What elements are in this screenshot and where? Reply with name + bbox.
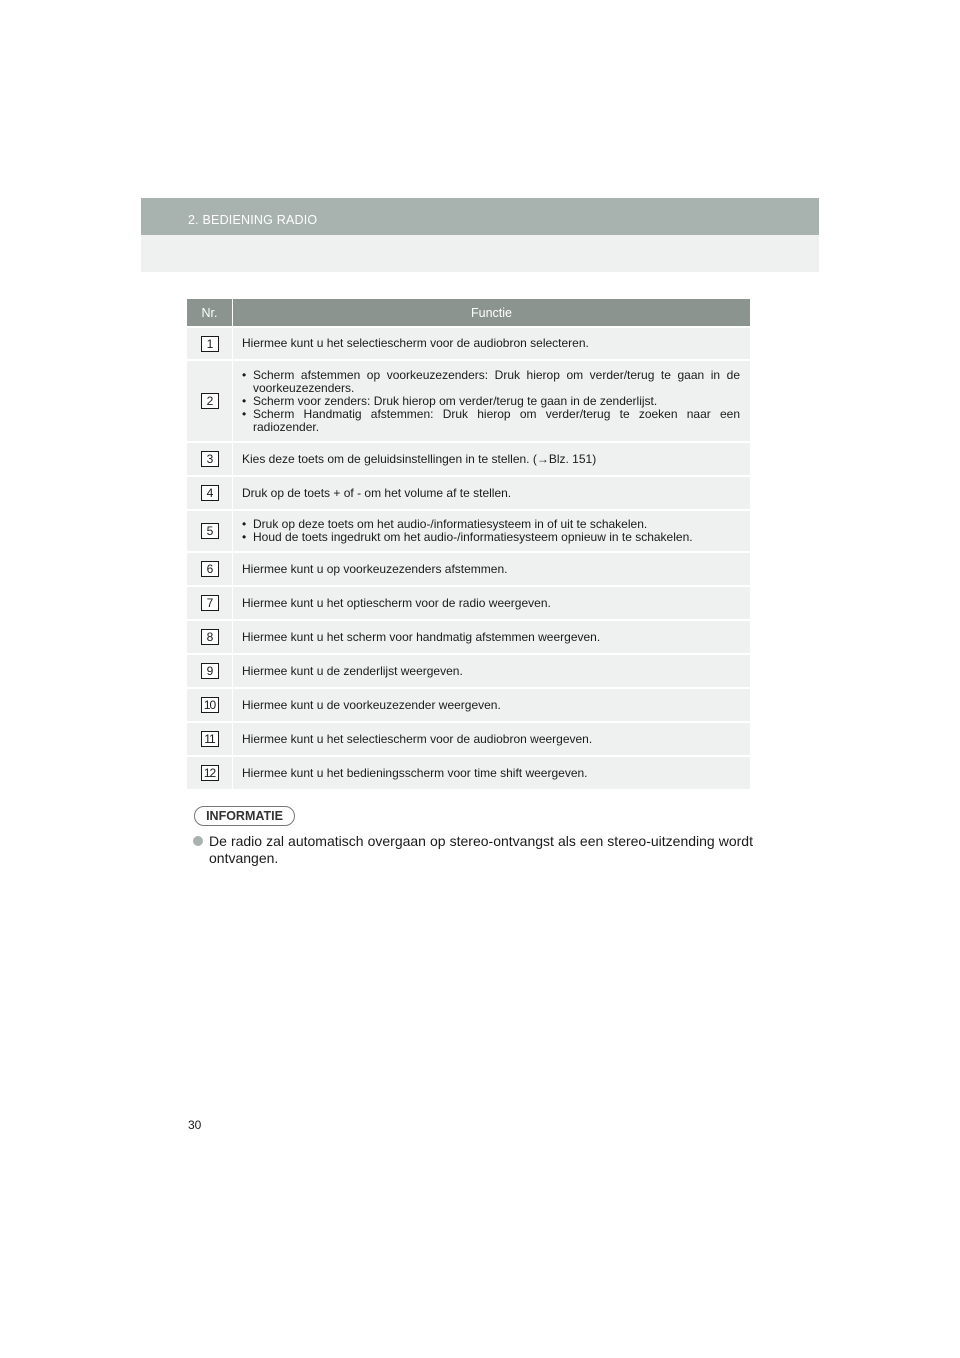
table-row bbox=[187, 653, 750, 687]
table-row bbox=[187, 585, 750, 619]
chapter-header bbox=[141, 198, 819, 235]
table-row bbox=[187, 441, 750, 475]
bullet-icon: • bbox=[242, 530, 247, 544]
bullet-icon: • bbox=[242, 393, 247, 408]
bullet-dot-icon bbox=[193, 836, 203, 846]
row-number-cell bbox=[187, 587, 233, 619]
information-note bbox=[193, 833, 753, 867]
row-number: 1 bbox=[201, 336, 219, 352]
function-text: Hiermee kunt u het selectiescherm voor de audiobron selecteren. bbox=[242, 336, 589, 350]
row-number: 10 bbox=[201, 697, 219, 713]
function-text: Hiermee kunt u de zenderlijst weergeven. bbox=[242, 663, 463, 678]
row-function-cell bbox=[233, 553, 750, 585]
bullet-icon: • bbox=[242, 406, 247, 421]
bullet-text: Houd de toets ingedrukt om het audio-/informatiesysteem opnieuw in te schakelen. bbox=[253, 530, 693, 544]
bullet-item bbox=[242, 531, 740, 544]
bullet-icon: • bbox=[242, 517, 247, 531]
row-number-cell bbox=[187, 328, 233, 359]
function-text: Hiermee kunt u het selectiescherm voor de audiobron weergeven. bbox=[242, 731, 593, 746]
function-text: Druk op de toets + of - om het volume af te stellen. bbox=[242, 485, 512, 500]
bullet-item bbox=[242, 408, 740, 434]
column-header-function: Functie bbox=[471, 305, 512, 320]
function-text: Hiermee kunt u het optiescherm voor de radio weergeven. bbox=[242, 595, 551, 610]
table-row bbox=[187, 475, 750, 509]
bullet-item bbox=[242, 369, 740, 395]
row-number: 2 bbox=[201, 393, 219, 409]
row-number-cell bbox=[187, 511, 233, 551]
table-row bbox=[187, 619, 750, 653]
row-number-cell bbox=[187, 477, 233, 509]
row-number-cell bbox=[187, 689, 233, 721]
row-function-cell bbox=[233, 328, 750, 359]
table-row bbox=[187, 509, 750, 551]
bullet-text: Druk op deze toets om het audio-/informatiesysteem in of uit te schakelen. bbox=[253, 517, 648, 531]
information-badge: INFORMATIE bbox=[194, 806, 295, 826]
row-number-cell bbox=[187, 621, 233, 653]
row-function-cell bbox=[233, 621, 750, 653]
bullet-text: Scherm voor zenders: Druk hierop om verder/terug te gaan in de zenderlijst. bbox=[253, 393, 658, 408]
function-text: Hiermee kunt u op voorkeuzezenders afstemmen. bbox=[242, 561, 508, 576]
column-header-no: Nr. bbox=[187, 299, 233, 326]
row-function-cell bbox=[233, 723, 750, 755]
row-number-cell bbox=[187, 361, 233, 441]
row-number: 4 bbox=[201, 485, 219, 501]
header-subband bbox=[141, 235, 819, 272]
function-text: Hiermee kunt u de voorkeuzezender weergeven. bbox=[242, 697, 501, 712]
row-function-cell bbox=[233, 757, 750, 789]
row-number-cell bbox=[187, 757, 233, 789]
table-row bbox=[187, 359, 750, 441]
bullet-text: Scherm Handmatig afstemmen: Druk hierop om verder/terug te zoeken naar een radiozender. bbox=[253, 406, 740, 434]
row-function-cell bbox=[233, 689, 750, 721]
row-function-cell bbox=[233, 443, 750, 475]
page-number: 30 bbox=[188, 1118, 202, 1132]
row-number: 12 bbox=[201, 765, 219, 781]
row-function-cell bbox=[233, 511, 750, 551]
function-text: Kies deze toets om de geluidsinstellingen in te stellen. (→Blz. 151) bbox=[242, 451, 597, 466]
row-function-cell bbox=[233, 361, 750, 441]
row-number: 5 bbox=[201, 523, 219, 539]
row-number: 8 bbox=[201, 629, 219, 645]
row-function-cell bbox=[233, 655, 750, 687]
function-text: Hiermee kunt u het scherm voor handmatig afstemmen weergeven. bbox=[242, 629, 601, 644]
row-function-cell bbox=[233, 477, 750, 509]
table-row bbox=[187, 326, 750, 359]
function-table bbox=[187, 299, 750, 789]
row-number: 9 bbox=[201, 663, 219, 679]
bullet-text: Scherm afstemmen op voorkeuzezenders: Druk hierop om verder/terug te gaan in de voorkeuzezenders. bbox=[253, 367, 740, 395]
bullet-icon: • bbox=[242, 367, 247, 382]
information-text: De radio zal automatisch overgaan op stereo-ontvangst als een stereo-uitzending wordt ontvangen. bbox=[209, 833, 753, 866]
row-number-cell bbox=[187, 443, 233, 475]
row-number: 11 bbox=[201, 731, 219, 747]
row-number-cell bbox=[187, 553, 233, 585]
row-number-cell bbox=[187, 723, 233, 755]
row-number: 7 bbox=[201, 595, 219, 611]
bullet-item bbox=[242, 395, 740, 408]
table-row bbox=[187, 687, 750, 721]
row-number: 6 bbox=[201, 561, 219, 577]
row-function-cell bbox=[233, 587, 750, 619]
table-row bbox=[187, 551, 750, 585]
table-row bbox=[187, 721, 750, 755]
function-text: Hiermee kunt u het bedieningsscherm voor time shift weergeven. bbox=[242, 765, 588, 780]
table-header bbox=[187, 299, 750, 326]
table-body bbox=[187, 326, 750, 789]
table-row bbox=[187, 755, 750, 789]
row-number-cell bbox=[187, 655, 233, 687]
chapter-title: 2. BEDIENING RADIO bbox=[188, 213, 318, 227]
row-number: 3 bbox=[201, 451, 219, 467]
